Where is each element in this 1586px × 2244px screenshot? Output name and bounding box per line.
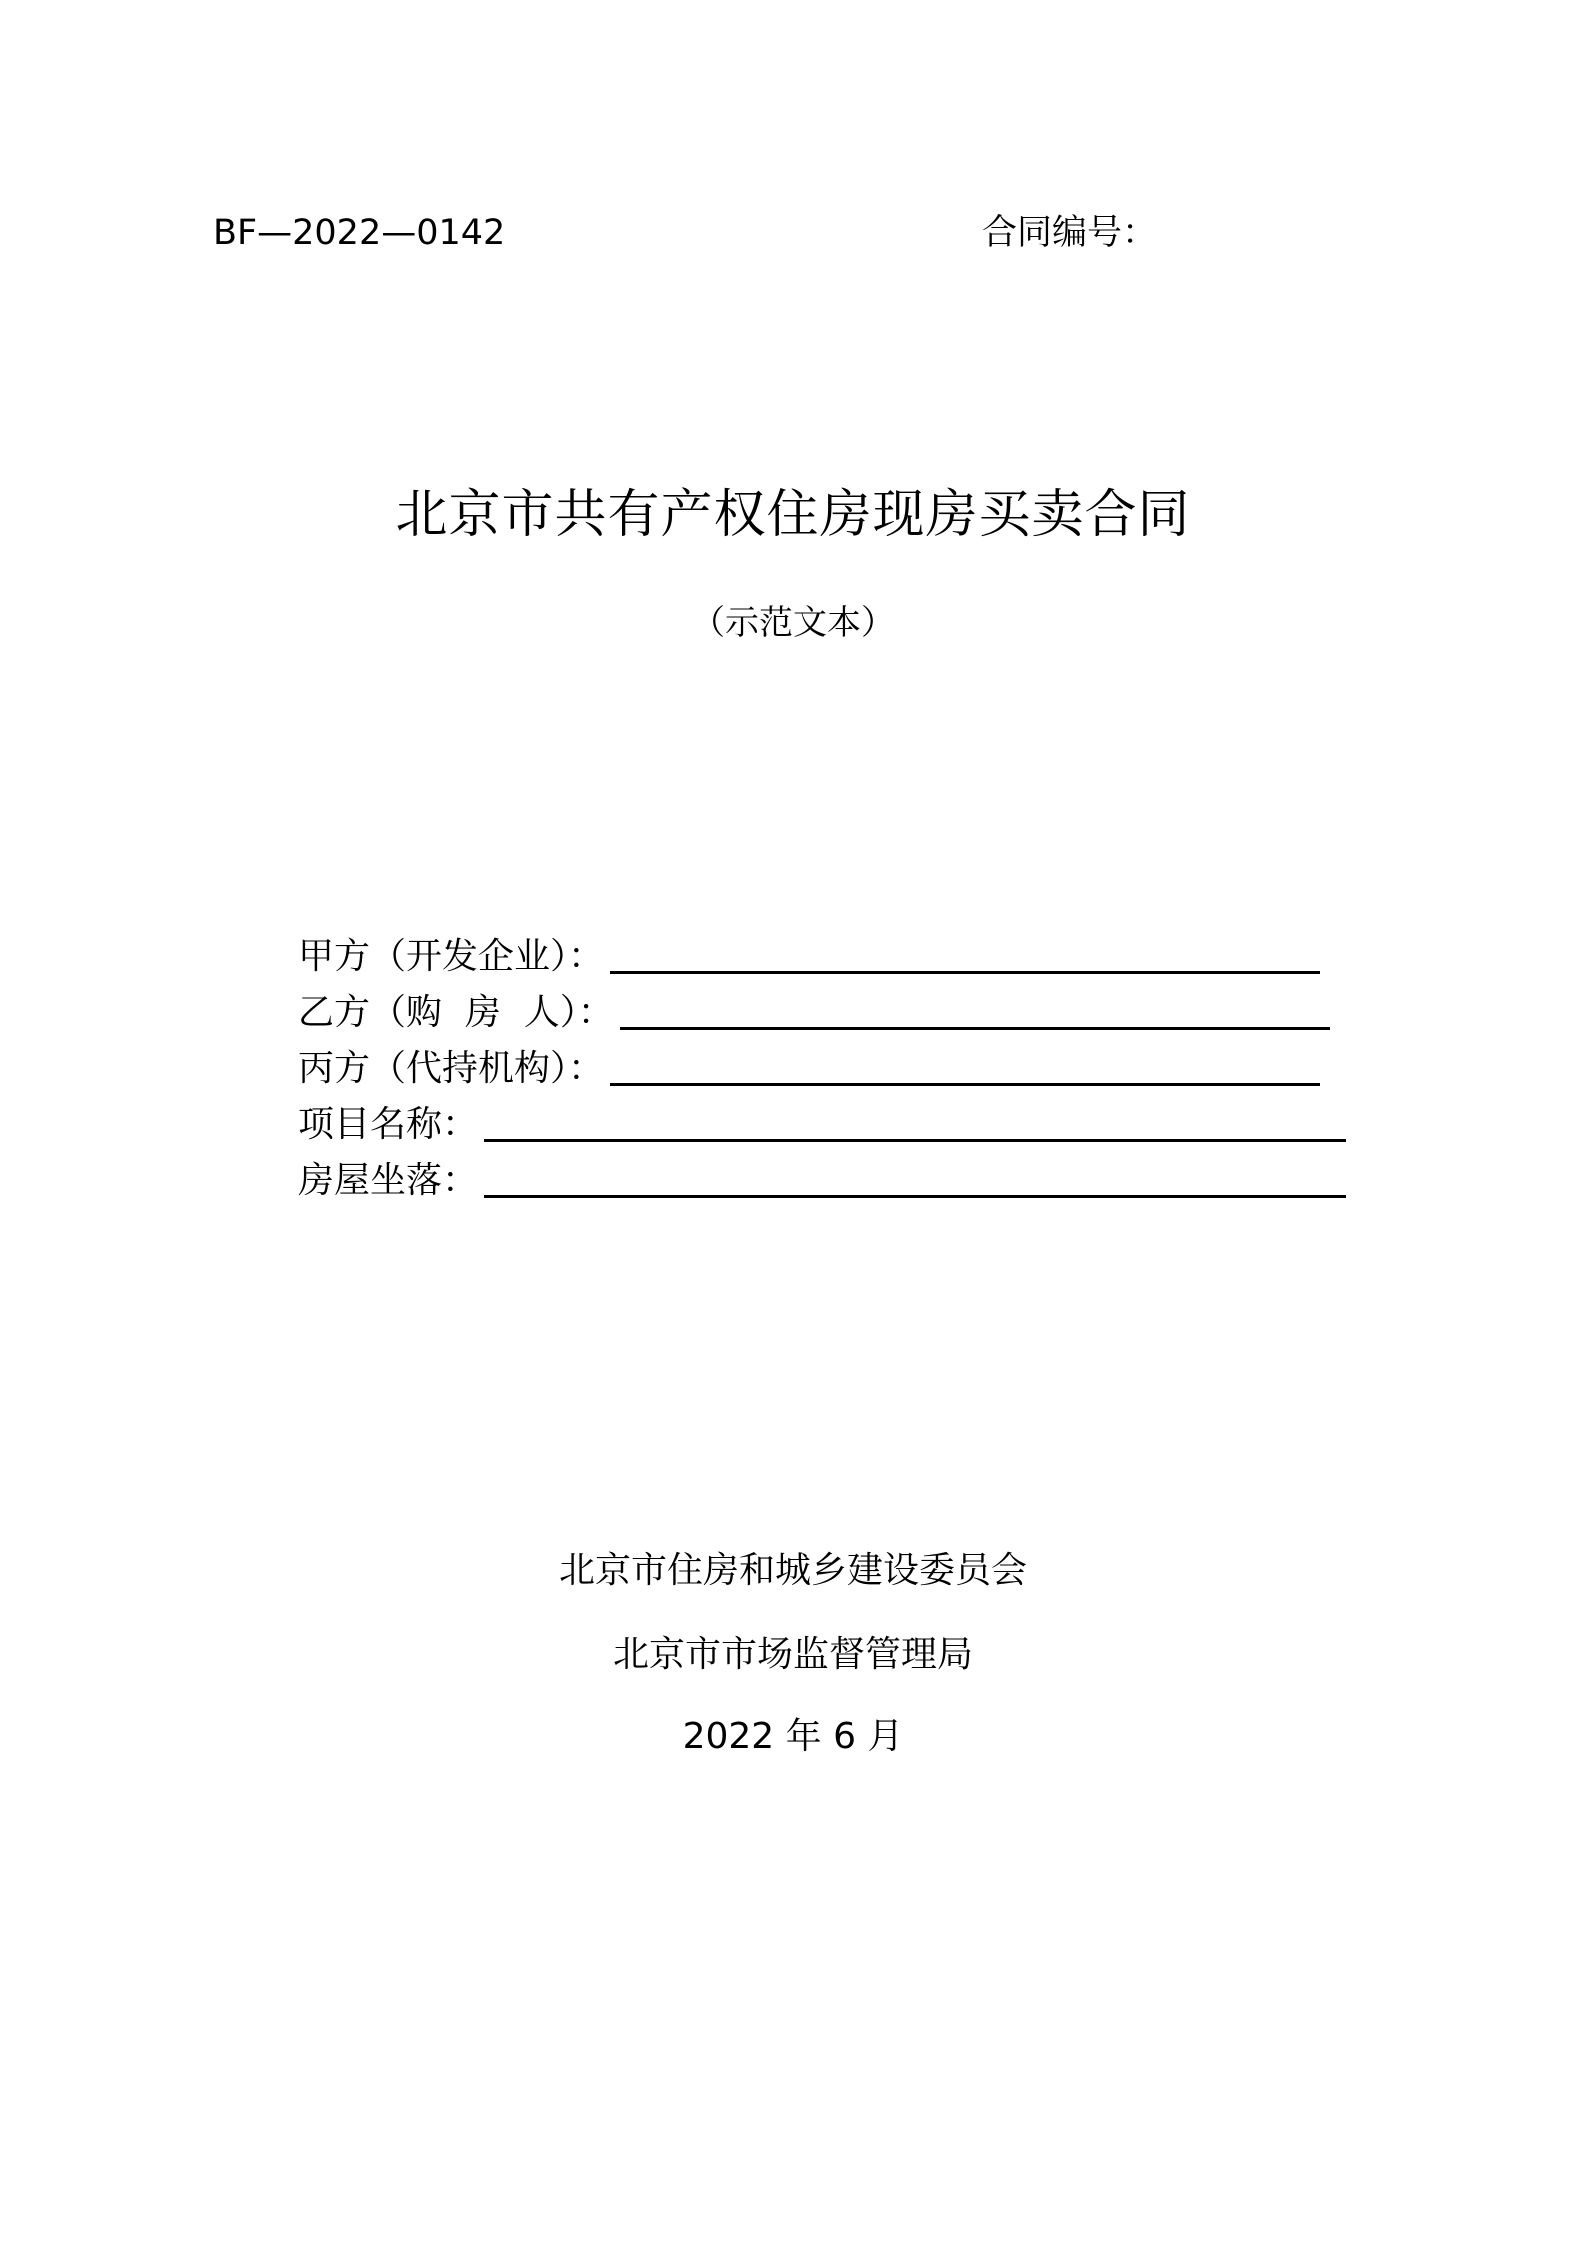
property-location-blank[interactable] xyxy=(484,1193,1346,1198)
party-a-field xyxy=(298,926,1320,982)
issuer-market-regulation: 北京市市场监督管理局 xyxy=(612,1634,973,1675)
party-a-blank[interactable] xyxy=(610,969,1320,974)
party-c-label: 丙方（代持机构）： xyxy=(298,1048,605,1089)
party-c-blank[interactable] xyxy=(610,1081,1320,1086)
contract-number-label: 合同编号： xyxy=(982,213,1158,253)
project-name-blank[interactable] xyxy=(484,1137,1346,1142)
property-location-label: 房屋坐落： xyxy=(298,1160,479,1201)
project-name-field xyxy=(298,1094,1346,1150)
document-title: 北京市共有产权住房现房买卖合同 xyxy=(395,485,1191,545)
party-a-label: 甲方（开发企业）： xyxy=(298,936,605,977)
party-b-label: 乙方（购 房 人）： xyxy=(298,992,614,1033)
issuer-housing-commission: 北京市住房和城乡建设委员会 xyxy=(558,1550,1027,1591)
party-c-field xyxy=(298,1038,1320,1094)
document-code: BF—2022—0142 xyxy=(213,213,506,253)
document-subtitle: （示范文本） xyxy=(691,603,895,643)
issue-date: 2022 年 6 月 xyxy=(682,1716,904,1757)
party-b-blank[interactable] xyxy=(620,1025,1330,1030)
party-b-field xyxy=(298,982,1330,1038)
project-name-label: 项目名称： xyxy=(298,1104,479,1145)
property-location-field xyxy=(298,1150,1346,1206)
